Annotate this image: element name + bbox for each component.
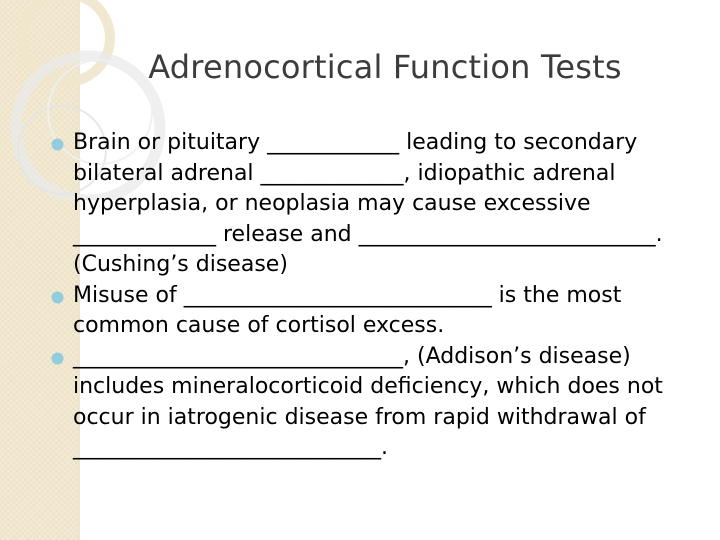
bullet-item: [73, 128, 693, 281]
bullet-item: [73, 342, 693, 464]
bullet-circle-icon: [51, 138, 64, 151]
bullet-list: [73, 128, 693, 464]
bullet-circle-icon: [51, 291, 64, 304]
bullet-circle-icon: [51, 352, 64, 365]
bullet-text: Brain or pituitary ____________ leading to secondary bilateral adrenal _____________, idiopathic adrenal hyperplasia, or neoplasia may cause excessive _____________ release and ___________________________. (Cushing’s disease): [73, 130, 670, 277]
bullet-item: [73, 281, 693, 342]
slide-title: Adrenocortical Function Tests: [148, 48, 622, 86]
bullet-text: ______________________________, (Addison’s disease) includes mineralocorticoid deficiency, which does not occur in iatrogenic disease from rapid withdrawal of ____________________________.: [73, 343, 670, 460]
bullet-text: Misuse of ____________________________ is the most common cause of cortisol excess.: [73, 282, 629, 338]
